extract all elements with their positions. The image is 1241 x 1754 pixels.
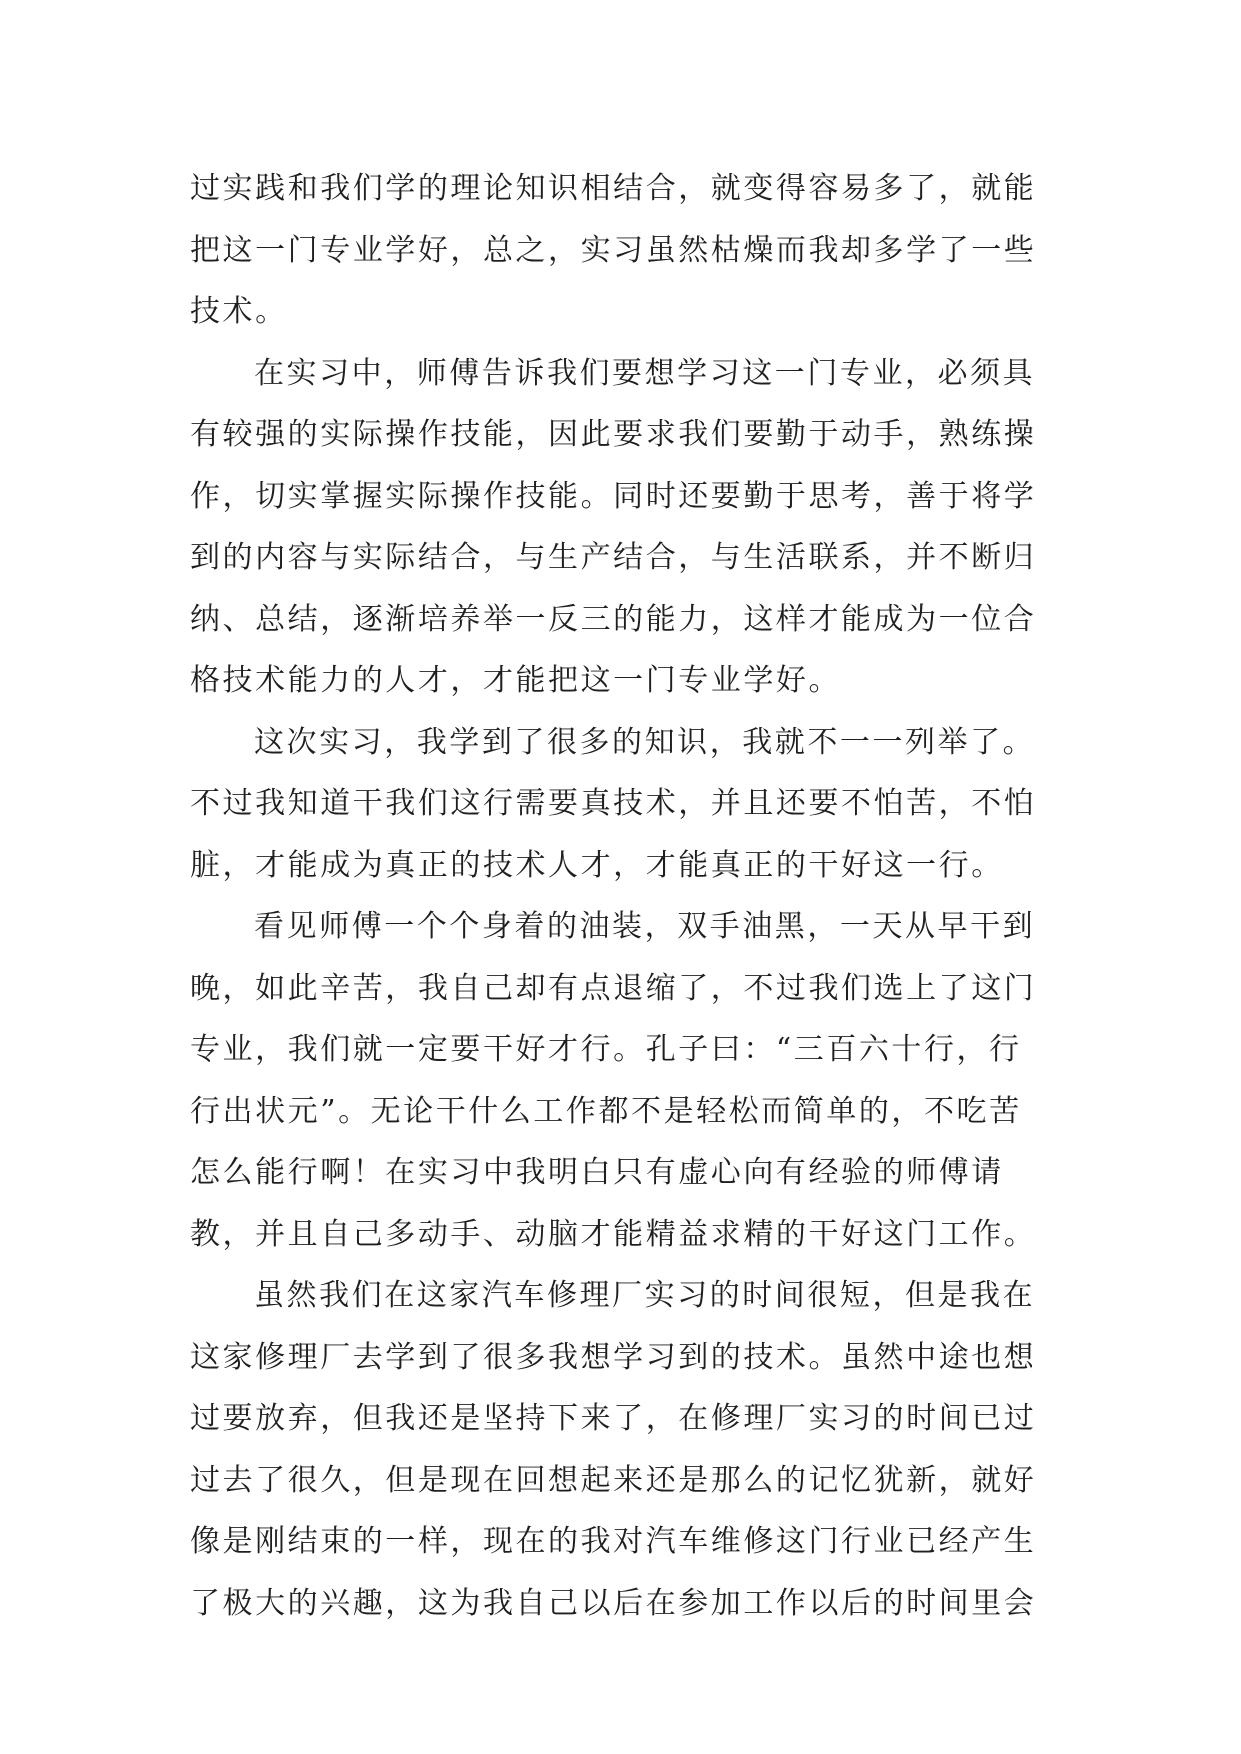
- paragraph-first-line: 看见师傅一个个身着的油装，双手油黑，一天从早干到: [254, 909, 1036, 944]
- text-line: 教，并且自己多动手、动脑才能精益求精的干好这门工作。: [190, 1216, 1037, 1252]
- paragraph-first-line: 在实习中，师傅告诉我们要想学习这一门专业，必须具: [254, 355, 1036, 391]
- text-line: 过要放弃，但我还是坚持下来了，在修理厂实习的时间已过: [190, 1401, 1037, 1436]
- text-line: 像是刚结束的一样，现在的我对汽车维修这门行业已经产生: [190, 1524, 1037, 1559]
- text-line: 作，切实掌握实际操作技能。同时还要勤于思考，善于将学: [190, 478, 1037, 514]
- body-text: [190, 158, 1050, 1634]
- text-line: 脏，才能成为真正的技术人才，才能真正的干好这一行。: [190, 847, 1004, 883]
- text-line: 格技术能力的人才，才能把这一门专业学好。: [190, 663, 841, 698]
- text-line: 这家修理厂去学到了很多我想学习到的技术。虽然中途也想: [190, 1339, 1037, 1375]
- text-line: 把这一门专业学好，总之，实习虽然枯燥而我却多学了一些: [190, 232, 1037, 268]
- text-line: 技术。: [190, 294, 288, 329]
- text-line: 纳、总结，逐渐培养举一反三的能力，这样才能成为一位合: [190, 601, 1037, 637]
- text-line: 了极大的兴趣，这为我自己以后在参加工作以后的时间里会: [190, 1585, 1037, 1621]
- paragraph-first-line: 虽然我们在这家汽车修理厂实习的时间很短，但是我在: [254, 1278, 1036, 1313]
- text-line: 过去了很久，但是现在回想起来还是那么的记忆犹新，就好: [190, 1462, 1037, 1498]
- text-line: 过实践和我们学的理论知识相结合，就变得容易多了，就能: [190, 171, 1037, 206]
- text-line: 专业，我们就一定要干好才行。孔子曰：“三百六十行，行: [190, 1032, 1022, 1067]
- text-line: 到的内容与实际结合，与生产结合，与生活联系，并不断归: [190, 540, 1037, 575]
- text-line: 怎么能行啊！在实习中我明白只有虚心向有经验的师傅请: [190, 1155, 1004, 1190]
- paragraph-first-line: 这次实习，我学到了很多的知识，我就不一一列举了。: [254, 724, 1036, 760]
- text-line: 不过我知道干我们这行需要真技术，并且还要不怕苦，不怕: [190, 786, 1037, 821]
- text-line: 有较强的实际操作技能，因此要求我们要勤于动手，熟练操: [190, 417, 1037, 452]
- text-line: 行出状元”。无论干什么工作都不是轻松而简单的，不吃苦: [190, 1093, 1022, 1129]
- text-line: 晚，如此辛苦，我自己却有点退缩了，不过我们选上了这门: [190, 970, 1037, 1006]
